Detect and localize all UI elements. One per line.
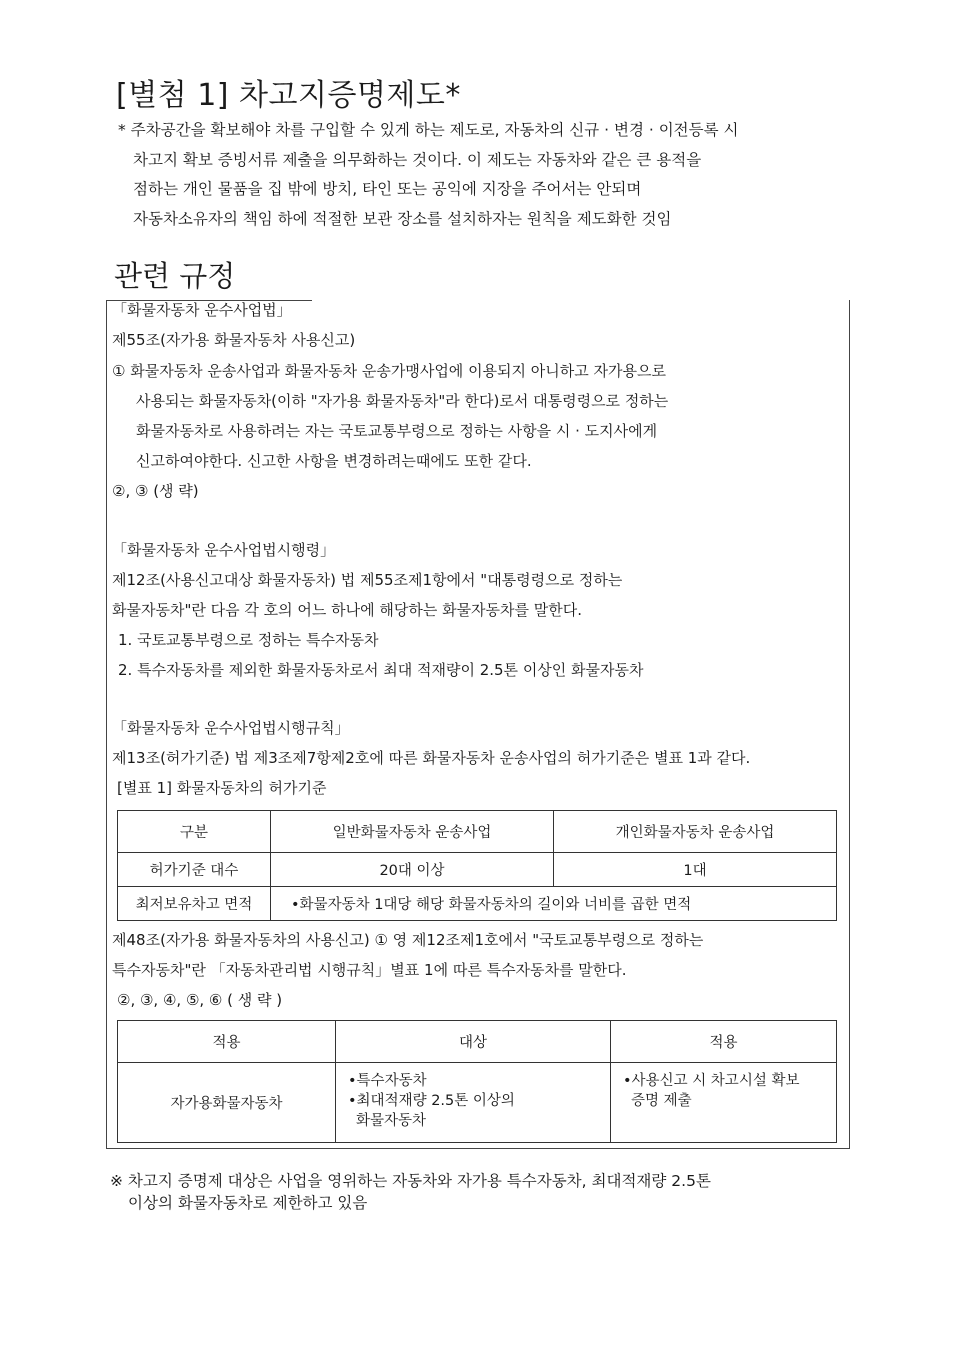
table-header-cell: 대상 (336, 1021, 611, 1063)
table-header-cell: 개인화물자동차 운송사업 (554, 811, 837, 853)
cell-line: 화물자동차 (356, 1113, 427, 1129)
law1-name: 「화물자동차 운수사업법」 (112, 301, 292, 319)
intro-line: 자동차소유자의 책임 하에 적절한 보관 장소를 설치하자는 원칙을 제도화한 것임 (133, 209, 672, 228)
law2-article-line: 제12조(사용신고대상 화물자동차) 법 제55조제1항에서 "대통령령으로 정하는 (112, 571, 623, 589)
law1-paragraph-line: 사용되는 화물자동차(이하 "자가용 화물자동차"라 한다)로서 대통령령으로 정하는 (136, 392, 669, 410)
table-row (118, 1063, 837, 1143)
law1-paragraph-line: ① 화물자동차 운송사업과 화물자동차 운송가맹사업에 이용되지 아니하고 자가용으로 (112, 362, 666, 380)
article48-omitted: ②, ③, ④, ⑤, ⑥ ( 생 략 ) (117, 991, 283, 1009)
section-title: 관련 규정 (114, 259, 236, 293)
table-header-row (118, 811, 837, 853)
table-header-row (118, 1021, 837, 1063)
permit-criteria-table (117, 810, 837, 921)
table-cell (336, 1063, 611, 1143)
table-cell: 자가용화물자동차 (118, 1063, 336, 1143)
cell-line: •사용신고 시 차고시설 확보 (623, 1073, 800, 1089)
footnote-line: 이상의 화물자동차로 제한하고 있음 (128, 1194, 368, 1212)
table-cell: 20대 이상 (271, 853, 554, 887)
footnote (110, 1170, 711, 1214)
table-cell: 1대 (554, 853, 837, 887)
table-cell: •화물자동차 1대당 해당 화물자동차의 길이와 너비를 곱한 면적 (271, 887, 837, 921)
table-header-cell: 구분 (118, 811, 271, 853)
article48-line: 제48조(자가용 화물자동차의 사용신고) ① 영 제12조제1호에서 "국토교통부령으로 정하는 (112, 931, 704, 949)
law1-paragraph-line: 신고하여야한다. 신고한 사항을 변경하려는때에도 또한 같다. (136, 452, 532, 470)
law2-name: 「화물자동차 운수사업법시행령」 (112, 541, 336, 559)
table-cell: 최저보유차고 면적 (118, 887, 271, 921)
intro-note (118, 116, 858, 234)
law2-article-line: 화물자동차"란 다음 각 호의 어느 하나에 해당하는 화물자동차를 말한다. (112, 601, 583, 619)
law1-omitted: ②, ③ (생 략) (112, 482, 199, 500)
law2-item: 2. 특수자동차를 제외한 화물자동차로서 최대 적재량이 2.5톤 이상인 화물자동차 (118, 661, 644, 679)
table-cell (611, 1063, 837, 1143)
law1-article: 제55조(자가용 화물자동차 사용신고) (112, 331, 356, 349)
table-row (118, 887, 837, 921)
law3-article-line: 제13조(허가기준) 법 제3조제7항제2호에 따른 화물자동차 운송사업의 허가기준은 별표 1과 같다. (112, 749, 751, 767)
law1-paragraph-line: 화물자동차로 사용하려는 자는 국토교통부령으로 정하는 사항을 시 · 도지사에게 (136, 422, 658, 440)
cell-line: •최대적재량 2.5톤 이상의 (348, 1093, 515, 1109)
law3-name: 「화물자동차 운수사업법시행규칙」 (112, 719, 350, 737)
cell-line: •특수자동차 (348, 1073, 427, 1089)
page-title: [별첨 1] 차고지증명제도* (116, 78, 461, 113)
table-header-cell: 적용 (118, 1021, 336, 1063)
table-header-cell: 일반화물자동차 운송사업 (271, 811, 554, 853)
table-cell: 허가기준 대수 (118, 853, 271, 887)
table-row (118, 853, 837, 887)
intro-line: 점하는 개인 물품을 집 밖에 방치, 타인 또는 공익에 지장을 주어서는 안되며 (133, 180, 642, 198)
intro-line: 차고지 확보 증빙서류 제출을 의무화하는 것이다. 이 제도는 자동차와 같은 큰 용적을 (133, 150, 702, 169)
table1-caption: [별표 1] 화물자동차의 허가기준 (117, 779, 327, 797)
article48-line: 특수자동차"란 「자동차관리법 시행규칙」별표 1에 따른 특수자동차를 말한다. (112, 961, 627, 979)
cell-line: 증명 제출 (631, 1093, 692, 1109)
footnote-line: ※ 차고지 증명제 대상은 사업을 영위하는 자동차와 자가용 특수자동차, 최대적재량 2.5톤 (110, 1172, 711, 1190)
intro-line: * 주차공간을 확보해야 차를 구입할 수 있게 하는 제도로, 자동차의 신규 · 변경 · 이전등록 시 (118, 121, 739, 139)
law2-item: 1. 국토교통부령으로 정하는 특수자동차 (118, 631, 379, 649)
registration-table (117, 1020, 837, 1143)
table-header-cell: 적용 (611, 1021, 837, 1063)
